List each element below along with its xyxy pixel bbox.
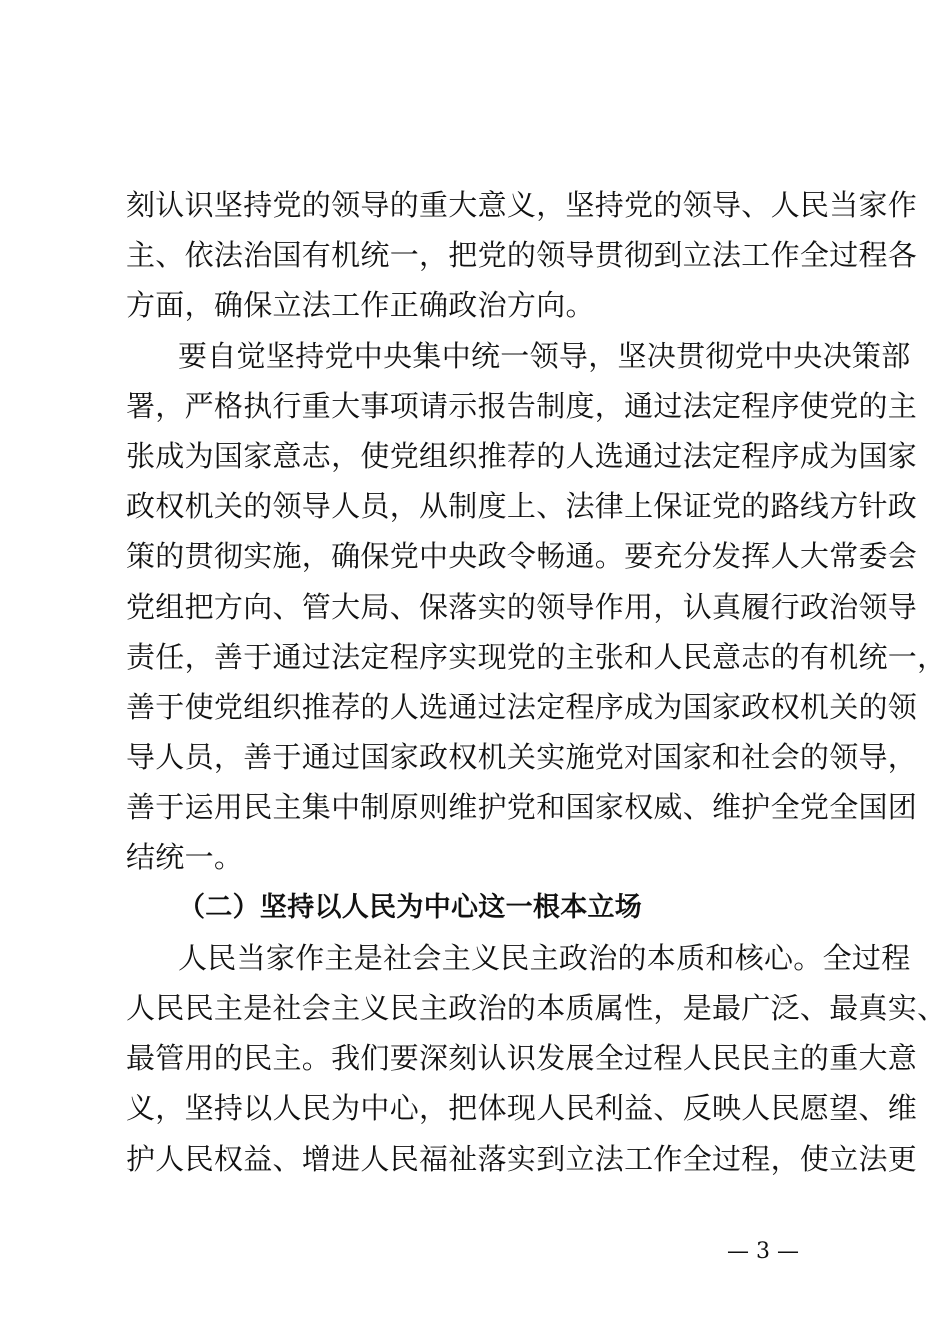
text-line: 结统一。 bbox=[126, 840, 244, 875]
paragraph-start-line: 人民当家作主是社会主义民主政治的本质和核心。全过程 bbox=[178, 940, 911, 975]
text-line: 最管用的民主。我们要深刻认识发展全过程人民民主的重大意 bbox=[126, 1041, 918, 1076]
text-line: 刻认识坚持党的领导的重大意义，坚持党的领导、人民当家作 bbox=[126, 188, 918, 222]
text-line: 策的贯彻实施，确保党中央政令畅通。要充分发挥人大常委会 bbox=[126, 539, 918, 574]
text-line: 善于运用民主集中制原则维护党和国家权威、维护全党全国团 bbox=[126, 790, 918, 825]
text-line: 善于使党组织推荐的人选通过法定程序成为国家政权机关的领 bbox=[126, 689, 918, 724]
body-text bbox=[126, 180, 947, 1184]
text-line: 护人民权益、增进人民福祉落实到立法工作全过程，使立法更 bbox=[126, 1141, 918, 1176]
text-line: 党组把方向、管大局、保落实的领导作用，认真履行政治领导 bbox=[126, 589, 918, 624]
text-line: 方面，确保立法工作正确政治方向。 bbox=[126, 288, 595, 323]
paragraph-start-line: 要自觉坚持党中央集中统一领导，坚决贯彻党中央决策部 bbox=[178, 338, 911, 373]
text-line: 义，坚持以人民为中心，把体现人民利益、反映人民愿望、维 bbox=[126, 1091, 918, 1126]
text-line: 张成为国家意志，使党组织推荐的人选通过法定程序成为国家 bbox=[126, 438, 918, 473]
page-number: — 3 — bbox=[727, 1239, 799, 1264]
text-line: 导人员，善于通过国家政权机关实施党对国家和社会的领导， bbox=[126, 740, 918, 775]
text-line: 政权机关的领导人员，从制度上、法律上保证党的路线方针政 bbox=[126, 489, 918, 524]
text-line: 责任，善于通过法定程序实现党的主张和人民意志的有机统一， bbox=[126, 639, 947, 674]
text-line: 署，严格执行重大事项请示报告制度，通过法定程序使党的主 bbox=[126, 388, 918, 423]
section-heading: （二）坚持以人民为中心这一根本立场 bbox=[178, 891, 643, 923]
text-line: 主、依法治国有机统一，把党的领导贯彻到立法工作全过程各 bbox=[126, 238, 918, 273]
text-line: 人民民主是社会主义民主政治的本质属性，是最广泛、最真实、 bbox=[126, 991, 947, 1025]
